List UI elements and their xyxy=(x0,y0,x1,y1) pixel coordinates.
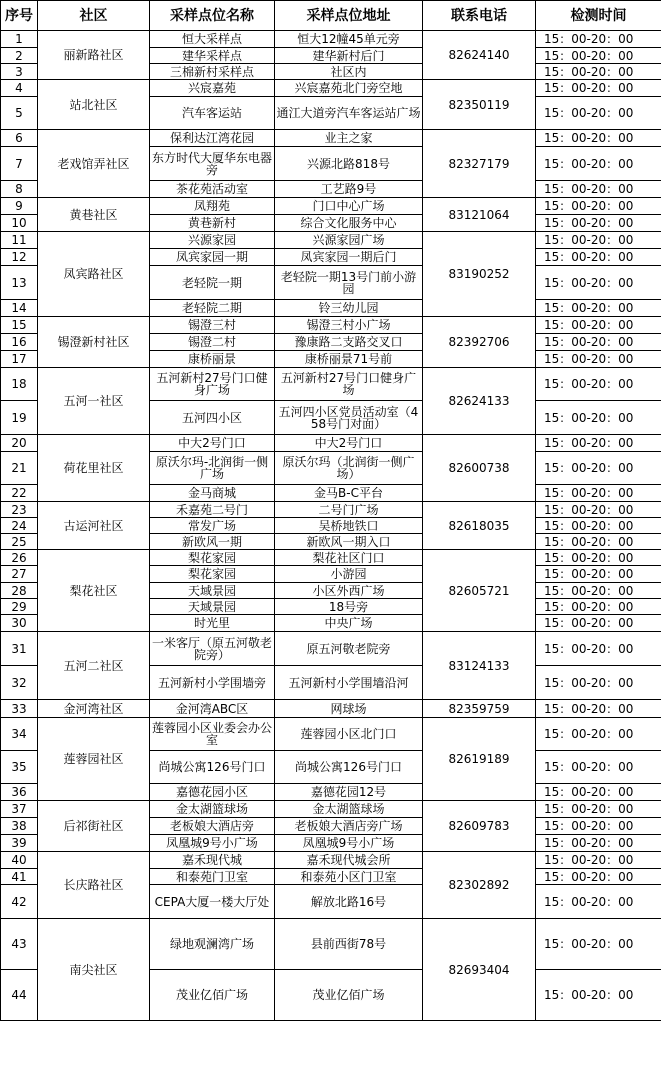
site-name-cell: CEPA大厦一楼大厅处 xyxy=(150,885,275,919)
test-time-cell: 15：00-20：00 xyxy=(536,518,661,534)
site-address-cell: 建华新村后门 xyxy=(275,48,423,64)
site-name-cell: 嘉禾现代城 xyxy=(150,852,275,869)
row-number: 3 xyxy=(1,64,38,80)
site-name-cell: 兴宸嘉苑 xyxy=(150,80,275,97)
test-time-cell: 15：00-20：00 xyxy=(536,401,661,435)
phone-cell: 82609783 xyxy=(423,801,536,852)
site-name-cell: 金太湖篮球场 xyxy=(150,801,275,818)
row-number: 6 xyxy=(1,130,38,147)
site-name-cell: 恒大采样点 xyxy=(150,31,275,48)
test-time-cell: 15：00-20：00 xyxy=(536,919,661,970)
test-time-cell: 15：00-20：00 xyxy=(536,80,661,97)
header-row xyxy=(1,1,661,31)
test-time-cell: 15：00-20：00 xyxy=(536,334,661,351)
row-number: 39 xyxy=(1,835,38,852)
site-name-cell: 五河新村27号门口健身广场 xyxy=(150,368,275,401)
table-row xyxy=(1,435,661,452)
site-name-cell: 保利达江湾花园 xyxy=(150,130,275,147)
site-name-cell: 汽车客运站 xyxy=(150,97,275,130)
community-cell: 荷花里社区 xyxy=(38,435,150,502)
site-address-cell: 吴桥地铁口 xyxy=(275,518,423,534)
site-name-cell: 东方时代大厦华东电器旁 xyxy=(150,147,275,181)
site-address-cell: 二号门广场 xyxy=(275,502,423,518)
site-address-cell: 县前西街78号 xyxy=(275,919,423,970)
row-number: 33 xyxy=(1,700,38,718)
site-name-cell: 老轻院一期 xyxy=(150,266,275,300)
site-name-cell: 金河湾ABC区 xyxy=(150,700,275,718)
site-name-cell: 五河新村小学围墙旁 xyxy=(150,666,275,700)
row-number: 28 xyxy=(1,583,38,599)
row-number: 15 xyxy=(1,317,38,334)
site-address-cell: 五河四小区党员活动室（458号门对面） xyxy=(275,401,423,435)
test-time-cell: 15：00-20：00 xyxy=(536,784,661,801)
site-name-cell: 康桥丽景 xyxy=(150,351,275,368)
site-address-cell: 网球场 xyxy=(275,700,423,718)
test-time-cell: 15：00-20：00 xyxy=(536,632,661,666)
site-name-cell: 五河四小区 xyxy=(150,401,275,435)
row-number: 20 xyxy=(1,435,38,452)
phone-cell: 82619189 xyxy=(423,718,536,801)
site-address-cell: 梨花社区门口 xyxy=(275,550,423,566)
site-address-cell: 原五河敬老院旁 xyxy=(275,632,423,666)
test-time-cell: 15：00-20：00 xyxy=(536,615,661,632)
test-time-cell: 15：00-20：00 xyxy=(536,801,661,818)
row-number: 31 xyxy=(1,632,38,666)
site-address-cell: 工艺路9号 xyxy=(275,181,423,198)
site-name-cell: 凤凰城9号小广场 xyxy=(150,835,275,852)
site-address-cell: 18号旁 xyxy=(275,599,423,615)
site-address-cell: 锡澄三村小广场 xyxy=(275,317,423,334)
site-address-cell: 老轻院一期13号门前小游园 xyxy=(275,266,423,300)
row-number: 37 xyxy=(1,801,38,818)
test-time-cell: 15：00-20：00 xyxy=(536,266,661,300)
site-address-cell: 和泰苑小区门卫室 xyxy=(275,869,423,885)
row-number: 14 xyxy=(1,300,38,317)
test-time-cell: 15：00-20：00 xyxy=(536,215,661,232)
community-cell: 南尖社区 xyxy=(38,919,150,1021)
row-number: 17 xyxy=(1,351,38,368)
table-row xyxy=(1,502,661,518)
row-number: 16 xyxy=(1,334,38,351)
site-address-cell: 尚城公寓126号门口 xyxy=(275,751,423,784)
header-community: 社区 xyxy=(38,1,150,31)
community-cell: 长庆路社区 xyxy=(38,852,150,919)
community-cell: 锡澄新村社区 xyxy=(38,317,150,368)
site-name-cell: 锡澄三村 xyxy=(150,317,275,334)
site-address-cell: 老板娘大酒店旁广场 xyxy=(275,818,423,835)
row-number: 13 xyxy=(1,266,38,300)
phone-cell: 83121064 xyxy=(423,198,536,232)
table-row xyxy=(1,31,661,48)
site-address-cell: 兴源北路818号 xyxy=(275,147,423,181)
site-name-cell: 黄巷新村 xyxy=(150,215,275,232)
community-cell: 后祁街社区 xyxy=(38,801,150,852)
phone-cell: 82302892 xyxy=(423,852,536,919)
site-name-cell: 和泰苑门卫室 xyxy=(150,869,275,885)
test-time-cell: 15：00-20：00 xyxy=(536,835,661,852)
test-time-cell: 15：00-20：00 xyxy=(536,452,661,485)
site-name-cell: 茶花苑活动室 xyxy=(150,181,275,198)
table-row xyxy=(1,718,661,751)
row-number: 5 xyxy=(1,97,38,130)
row-number: 32 xyxy=(1,666,38,700)
row-number: 9 xyxy=(1,198,38,215)
row-number: 7 xyxy=(1,147,38,181)
community-cell: 老戏馆弄社区 xyxy=(38,130,150,198)
site-name-cell: 尚城公寓126号门口 xyxy=(150,751,275,784)
row-number: 42 xyxy=(1,885,38,919)
site-address-cell: 莲蓉园小区北门口 xyxy=(275,718,423,751)
community-cell: 金河湾社区 xyxy=(38,700,150,718)
test-time-cell: 15：00-20：00 xyxy=(536,583,661,599)
site-address-cell: 社区内 xyxy=(275,64,423,80)
test-time-cell: 15：00-20：00 xyxy=(536,869,661,885)
site-address-cell: 中大2号门口 xyxy=(275,435,423,452)
site-address-cell: 金太湖篮球场 xyxy=(275,801,423,818)
row-number: 21 xyxy=(1,452,38,485)
community-cell: 莲蓉园社区 xyxy=(38,718,150,801)
site-address-cell: 小区外西广场 xyxy=(275,583,423,599)
site-address-cell: 兴宸嘉苑北门旁空地 xyxy=(275,80,423,97)
site-name-cell: 莲蓉园小区业委会办公室 xyxy=(150,718,275,751)
header-site-name: 采样点位名称 xyxy=(150,1,275,31)
row-number: 25 xyxy=(1,534,38,550)
site-name-cell: 兴源家园 xyxy=(150,232,275,249)
phone-cell: 82600738 xyxy=(423,435,536,502)
test-time-cell: 15：00-20：00 xyxy=(536,130,661,147)
test-time-cell: 15：00-20：00 xyxy=(536,852,661,869)
site-name-cell: 老板娘大酒店旁 xyxy=(150,818,275,835)
site-address-cell: 通江大道旁汽车客运站广场 xyxy=(275,97,423,130)
phone-cell: 82359759 xyxy=(423,700,536,718)
phone-cell: 82392706 xyxy=(423,317,536,368)
row-number: 4 xyxy=(1,80,38,97)
header-phone: 联系电话 xyxy=(423,1,536,31)
table-row xyxy=(1,130,661,147)
row-number: 26 xyxy=(1,550,38,566)
phone-cell: 83124133 xyxy=(423,632,536,700)
row-number: 11 xyxy=(1,232,38,249)
table-row xyxy=(1,232,661,249)
site-name-cell: 凤翔苑 xyxy=(150,198,275,215)
row-number: 41 xyxy=(1,869,38,885)
site-name-cell: 金马商城 xyxy=(150,485,275,502)
site-address-cell: 中央广场 xyxy=(275,615,423,632)
row-number: 1 xyxy=(1,31,38,48)
site-address-cell: 豫康路二支路交叉口 xyxy=(275,334,423,351)
test-time-cell: 15：00-20：00 xyxy=(536,599,661,615)
site-address-cell: 五河新村小学围墙沿河 xyxy=(275,666,423,700)
test-time-cell: 15：00-20：00 xyxy=(536,181,661,198)
table-row xyxy=(1,700,661,718)
site-name-cell: 凤宾家园一期 xyxy=(150,249,275,266)
row-number: 29 xyxy=(1,599,38,615)
community-cell: 五河一社区 xyxy=(38,368,150,435)
community-cell: 站北社区 xyxy=(38,80,150,130)
site-address-cell: 小游园 xyxy=(275,566,423,583)
row-number: 40 xyxy=(1,852,38,869)
test-time-cell: 15：00-20：00 xyxy=(536,48,661,64)
table-row xyxy=(1,801,661,818)
site-address-cell: 茂业亿佰广场 xyxy=(275,970,423,1021)
row-number: 12 xyxy=(1,249,38,266)
site-name-cell: 嘉德花园小区 xyxy=(150,784,275,801)
test-time-cell: 15：00-20：00 xyxy=(536,885,661,919)
test-time-cell: 15：00-20：00 xyxy=(536,970,661,1021)
site-name-cell: 梨花家园 xyxy=(150,566,275,583)
test-time-cell: 15：00-20：00 xyxy=(536,550,661,566)
site-name-cell: 老轻院二期 xyxy=(150,300,275,317)
site-address-cell: 嘉禾现代城会所 xyxy=(275,852,423,869)
row-number: 24 xyxy=(1,518,38,534)
table-row xyxy=(1,919,661,970)
row-number: 43 xyxy=(1,919,38,970)
phone-cell: 82327179 xyxy=(423,130,536,198)
site-address-cell: 金马B-C平台 xyxy=(275,485,423,502)
site-name-cell: 中大2号门口 xyxy=(150,435,275,452)
site-name-cell: 一米客厅（原五河敬老院旁） xyxy=(150,632,275,666)
table-row xyxy=(1,632,661,666)
site-name-cell: 天域景园 xyxy=(150,583,275,599)
test-time-cell: 15：00-20：00 xyxy=(536,249,661,266)
row-number: 38 xyxy=(1,818,38,835)
test-time-cell: 15：00-20：00 xyxy=(536,700,661,718)
site-name-cell: 梨花家园 xyxy=(150,550,275,566)
community-cell: 五河二社区 xyxy=(38,632,150,700)
site-address-cell: 康桥丽景71号前 xyxy=(275,351,423,368)
site-name-cell: 绿地观澜湾广场 xyxy=(150,919,275,970)
test-time-cell: 15：00-20：00 xyxy=(536,485,661,502)
test-time-cell: 15：00-20：00 xyxy=(536,666,661,700)
site-name-cell: 禾嘉苑二号门 xyxy=(150,502,275,518)
site-name-cell: 原沃尔玛-北润街一侧广场 xyxy=(150,452,275,485)
community-cell: 凤宾路社区 xyxy=(38,232,150,317)
site-address-cell: 恒大12幢45单元旁 xyxy=(275,31,423,48)
site-address-cell: 门口中心广场 xyxy=(275,198,423,215)
table-row xyxy=(1,852,661,869)
row-number: 44 xyxy=(1,970,38,1021)
row-number: 2 xyxy=(1,48,38,64)
table-row xyxy=(1,550,661,566)
header-site-address: 采样点位地址 xyxy=(275,1,423,31)
community-cell: 黄巷社区 xyxy=(38,198,150,232)
table-row xyxy=(1,198,661,215)
row-number: 36 xyxy=(1,784,38,801)
row-number: 18 xyxy=(1,368,38,401)
phone-cell: 82624133 xyxy=(423,368,536,435)
site-address-cell: 兴源家园广场 xyxy=(275,232,423,249)
site-address-cell: 凤凰城9号小广场 xyxy=(275,835,423,852)
site-address-cell: 业主之家 xyxy=(275,130,423,147)
site-address-cell: 五河新村27号门口健身广场 xyxy=(275,368,423,401)
community-cell: 古运河社区 xyxy=(38,502,150,550)
test-time-cell: 15：00-20：00 xyxy=(536,198,661,215)
test-time-cell: 15：00-20：00 xyxy=(536,566,661,583)
site-name-cell: 新欧风一期 xyxy=(150,534,275,550)
test-time-cell: 15：00-20：00 xyxy=(536,351,661,368)
test-time-cell: 15：00-20：00 xyxy=(536,64,661,80)
table-row xyxy=(1,317,661,334)
site-name-cell: 三棉新村采样点 xyxy=(150,64,275,80)
site-address-cell: 综合文化服务中心 xyxy=(275,215,423,232)
row-number: 8 xyxy=(1,181,38,198)
test-time-cell: 15：00-20：00 xyxy=(536,97,661,130)
site-name-cell: 天域景园 xyxy=(150,599,275,615)
site-name-cell: 茂业亿佰广场 xyxy=(150,970,275,1021)
test-time-cell: 15：00-20：00 xyxy=(536,818,661,835)
table-row xyxy=(1,368,661,401)
phone-cell: 82350119 xyxy=(423,80,536,130)
community-cell: 梨花社区 xyxy=(38,550,150,632)
site-name-cell: 时光里 xyxy=(150,615,275,632)
site-address-cell: 凤宾家园一期后门 xyxy=(275,249,423,266)
test-time-cell: 15：00-20：00 xyxy=(536,435,661,452)
site-name-cell: 常发广场 xyxy=(150,518,275,534)
community-cell: 丽新路社区 xyxy=(38,31,150,80)
header-test-time: 检测时间 xyxy=(536,1,661,31)
site-address-cell: 解放北路16号 xyxy=(275,885,423,919)
phone-cell: 82624140 xyxy=(423,31,536,80)
test-time-cell: 15：00-20：00 xyxy=(536,317,661,334)
test-time-cell: 15：00-20：00 xyxy=(536,534,661,550)
row-number: 23 xyxy=(1,502,38,518)
test-time-cell: 15：00-20：00 xyxy=(536,368,661,401)
phone-cell: 82618035 xyxy=(423,502,536,550)
table-body xyxy=(1,31,661,1021)
row-number: 30 xyxy=(1,615,38,632)
phone-cell: 82605721 xyxy=(423,550,536,632)
row-number: 34 xyxy=(1,718,38,751)
site-name-cell: 建华采样点 xyxy=(150,48,275,64)
test-time-cell: 15：00-20：00 xyxy=(536,232,661,249)
test-time-cell: 15：00-20：00 xyxy=(536,147,661,181)
row-number: 19 xyxy=(1,401,38,435)
row-number: 10 xyxy=(1,215,38,232)
row-number: 35 xyxy=(1,751,38,784)
phone-cell: 83190252 xyxy=(423,232,536,317)
test-time-cell: 15：00-20：00 xyxy=(536,751,661,784)
site-address-cell: 原沃尔玛（北润街一侧广场） xyxy=(275,452,423,485)
test-time-cell: 15：00-20：00 xyxy=(536,300,661,317)
row-number: 27 xyxy=(1,566,38,583)
site-name-cell: 锡澄二村 xyxy=(150,334,275,351)
site-address-cell: 嘉德花园12号 xyxy=(275,784,423,801)
test-time-cell: 15：00-20：00 xyxy=(536,718,661,751)
table-row xyxy=(1,80,661,97)
test-time-cell: 15：00-20：00 xyxy=(536,502,661,518)
site-address-cell: 铃三幼儿园 xyxy=(275,300,423,317)
test-time-cell: 15：00-20：00 xyxy=(536,31,661,48)
phone-cell: 82693404 xyxy=(423,919,536,1021)
site-address-cell: 新欧风一期入口 xyxy=(275,534,423,550)
header-no: 序号 xyxy=(1,1,38,31)
row-number: 22 xyxy=(1,485,38,502)
